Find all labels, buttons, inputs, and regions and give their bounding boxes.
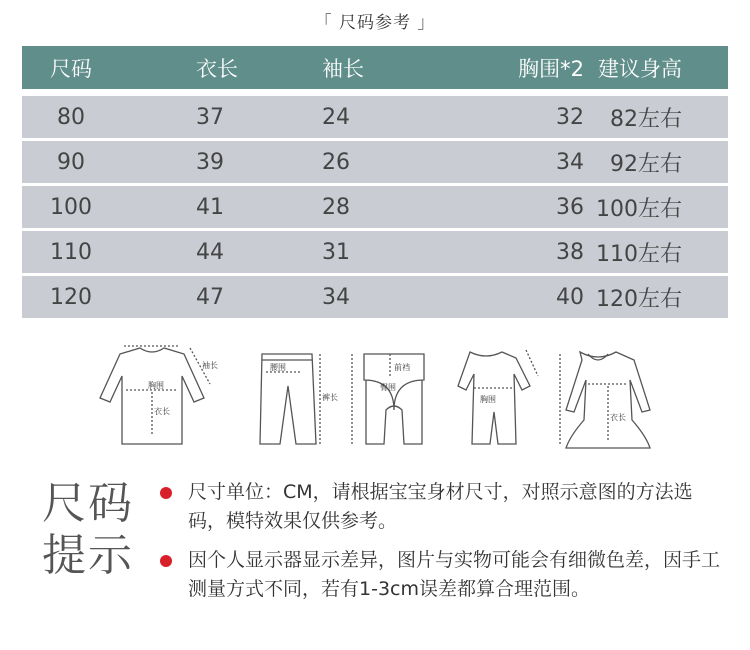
cell-height: 92左右 <box>610 151 682 177</box>
tips-heading: 尺码提示 <box>42 478 134 581</box>
cell-size: 90 <box>57 149 85 175</box>
cell-size: 110 <box>50 239 92 265</box>
long-romper-diagram <box>458 350 538 444</box>
table-row <box>22 141 728 183</box>
cell-sleeve: 24 <box>322 104 350 130</box>
bullet-icon <box>160 555 172 567</box>
header-height: 建议身高 <box>598 56 682 81</box>
header-size: 尺码 <box>50 56 92 81</box>
cell-length: 47 <box>196 284 224 310</box>
page-title: 「 尺码参考 」 <box>314 13 436 33</box>
romper-diagram <box>352 354 424 444</box>
cell-sleeve: 34 <box>322 284 350 310</box>
bullet-icon <box>160 487 172 499</box>
cell-chest: 40 <box>556 284 584 310</box>
cell-length: 39 <box>196 149 224 175</box>
cell-sleeve: 31 <box>322 239 350 265</box>
pants-diagram <box>260 354 320 444</box>
cell-height: 110左右 <box>596 241 682 267</box>
label-chest: 胸围 <box>148 381 164 390</box>
tip-item <box>160 546 720 604</box>
cell-size: 80 <box>57 104 85 130</box>
table-row <box>22 186 728 228</box>
cell-size: 120 <box>50 284 92 310</box>
header-length: 衣长 <box>196 56 238 81</box>
cell-sleeve: 28 <box>322 194 350 220</box>
label-pants-length: 裤长 <box>322 393 338 402</box>
top-diagram <box>100 346 210 444</box>
cell-chest: 32 <box>556 104 584 130</box>
tip-item <box>160 478 720 536</box>
header-sleeve: 袖长 <box>322 56 364 81</box>
tip-text: 尺寸单位：CM，请根据宝宝身材尺寸，对照示意图的方法选码，模特效果仅供参考。 <box>188 481 693 532</box>
cell-length: 41 <box>196 194 224 220</box>
header-chest: 胸围*2 <box>518 56 584 81</box>
table-row <box>22 231 728 273</box>
measurement-illustration <box>90 340 690 460</box>
cell-height: 82左右 <box>610 106 682 132</box>
cell-height: 120左右 <box>596 286 682 312</box>
measurement-diagrams <box>90 340 690 460</box>
label-length: 衣长 <box>154 407 170 416</box>
cell-length: 37 <box>196 104 224 130</box>
label-length-dress: 衣长 <box>610 413 626 422</box>
cell-sleeve: 26 <box>322 149 350 175</box>
table-row <box>22 96 728 138</box>
cell-chest: 36 <box>556 194 584 220</box>
cell-chest: 34 <box>556 149 584 175</box>
table-header <box>22 46 728 89</box>
cell-length: 44 <box>196 239 224 265</box>
cell-size: 100 <box>50 194 92 220</box>
cell-height: 100左右 <box>596 196 682 222</box>
size-table <box>22 46 728 321</box>
label-crotch: 前裆 <box>394 363 410 372</box>
tip-text: 因个人显示器显示差异，图片与实物可能会有细微色差，因手工测量方式不同，若有1-3cm误差都算合理范围。 <box>188 549 721 600</box>
label-chest-romper: 胸围 <box>480 395 496 404</box>
table-row <box>22 276 728 318</box>
dress-diagram <box>560 352 650 448</box>
label-hip: 臀围 <box>380 383 396 392</box>
cell-chest: 38 <box>556 239 584 265</box>
label-waist: 腰围 <box>270 363 286 372</box>
label-sleeve: 袖长 <box>202 361 218 370</box>
